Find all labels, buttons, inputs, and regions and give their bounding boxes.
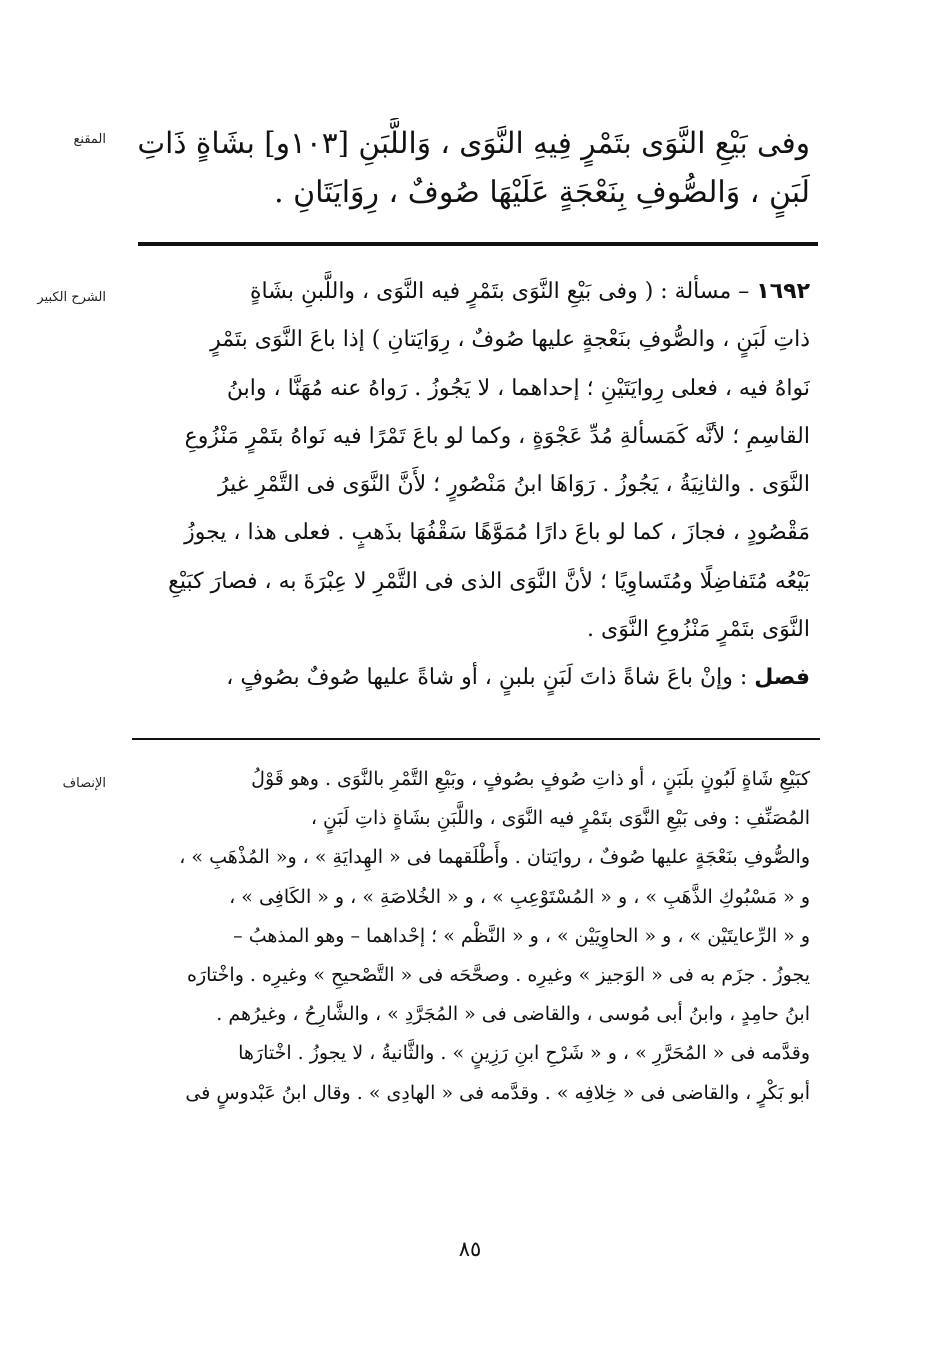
insaf-line: وقدَّمه فى « المُحَرَّرِ » ، و « شَرْحِ ابنِ رَزِينٍ » . والثَّانيةُ ، لا يجوزُ . اخْتارَها: [238, 1042, 810, 1065]
sharh-line: بَيْعُه مُتَفاضِلًا ومُتَساوِيًا ؛ لأنَّ النَّوَى الذى فى التَّمْرِ لا عِبْرَةَ به ، فصارَ كبَيْعِ: [168, 568, 810, 594]
muqni-text-block: [128, 118, 810, 218]
page-number: ٨٥: [458, 1237, 482, 1261]
masala-number: ١٦٩٢: [756, 279, 810, 304]
sharh-line-first: [128, 268, 810, 316]
insaf-line: المُصَنِّفِ : وفى بَيْعِ النَّوَى بتَمْرٍ فيه النَّوَى ، واللَّبَنِ بشَاةٍ ذاتِ لَبَنٍ ،: [310, 807, 810, 830]
sharh-line: النَّوَى بتَمْرٍ مَنْزُوعِ النَّوَى .: [587, 617, 810, 643]
section-label-insaf: الإنصاف: [62, 776, 106, 791]
insaf-line: أبو بَكْرٍ ، والقاضى فى « خِلافِه » . وقدَّمه فى « الهادِى » . وقال ابنُ عَبْدوسٍ فى: [185, 1081, 810, 1104]
section-divider-thick: [138, 242, 818, 246]
section-label-sharh: الشرح الكبير: [37, 290, 106, 305]
fasl-text: : وإنْ باعَ شاةً ذاتَ لَبَنٍ بلبنٍ ، أو شاةً عليها صُوفٌ بصُوفٍ ،: [226, 665, 755, 691]
section-divider-thin: [132, 738, 820, 740]
muqni-line: لَبَنٍ ، وَالصُّوفِ بِنَعْجَةٍ عَلَيْهَا صُوفٌ ، رِوَايَتَانِ .: [274, 175, 810, 210]
insaf-text-block: [128, 760, 810, 1113]
muqni-line: وفى بَيْعِ النَّوَى بتَمْرٍ فِيهِ النَّوَى ، وَاللَّبَنِ [١٠٣و] بشَاةٍ ذَاتِ: [137, 126, 810, 160]
sharh-line-text: – مسألة : ( وفى بَيْعِ النَّوَى بتَمْرٍ فيه النَّوَى ، واللَّبنِ بشَاةٍ: [249, 279, 757, 304]
sharh-text-block: [128, 268, 810, 703]
insaf-line: ابنُ حامِدٍ ، وابنُ أبى مُوسى ، والقاضى فى « المُجَرَّدِ » ، والشَّارِحُ ، وغيرُهم .: [216, 1003, 810, 1026]
section-label-muqni: المقنع: [73, 132, 106, 147]
insaf-line: و « مَسْبُوكِ الذَّهَبِ » ، و « المُسْتَوْعِبِ » ، و « الخُلاصَةِ » ، و « الكَافِى » ،: [229, 885, 810, 908]
insaf-line: والصُّوفِ بنَعْجَةٍ عليها صُوفٌ ، روايَتان . وأَطْلَقهما فى « الهِدايَةِ » ، و« المُذْهَبِ » ،: [179, 846, 810, 869]
insaf-line: يجوزُ . جزَم به فى « الوَجيز » وغيرِه . وصحَّحَه فى « التَّصْحيحِ » وغيرِه . واخْتارَه: [187, 964, 810, 987]
insaf-line: و « الرِّعايتَيْن » ، و « الحاوِيَيْن » ، و « النَّظْم » ؛ إحْداهما – وهو المذهبُ –: [233, 924, 810, 947]
sharh-line: القاسِمِ ؛ لأنَّه كَمَسألةِ مُدِّ عَجْوَةٍ ، وكما لو باعَ تَمْرًا فيه نَواهُ بتَمْرٍ مَنْزُوعِ: [184, 423, 810, 449]
fasl-line: [128, 654, 810, 702]
sharh-line: نَواهُ فيه ، فعلى رِوايَتَيْنِ ؛ إحداهما ، لا يَجُوزُ . رَواهُ عنه مُهَنَّا ، وابنُ: [226, 375, 810, 401]
insaf-line: كبَيْعِ شَاةٍ لَبُونٍ بلَبَنٍ ، أو ذاتِ صُوفٍ بصُوفٍ ، وبَيْعِ التَّمْرِ بالنَّوَى . وهو قَوْلُ: [251, 768, 810, 790]
sharh-line: مَقْصُودٍ ، فجازَ ، كما لو باعَ دارًا مُمَوَّهًا سَقْفُهَا بذَهبٍ . فعلى هذا ، يجوزُ: [184, 520, 810, 546]
sharh-line: النَّوَى . والثانِيَةُ ، يَجُوزُ . رَوَاهَا ابنُ مَنْصُورٍ ؛ لأَنَّ النَّوَى فى التَّمْرِ غيرُ: [217, 472, 810, 498]
fasl-heading: فصل: [754, 665, 810, 691]
sharh-line: ذاتِ لَبَنٍ ، والصُّوفِ بنَعْجةٍ عليها صُوفٌ ، رِوَايَتانِ ) إذا باعَ النَّوَى بتَمْرٍ: [210, 327, 810, 353]
